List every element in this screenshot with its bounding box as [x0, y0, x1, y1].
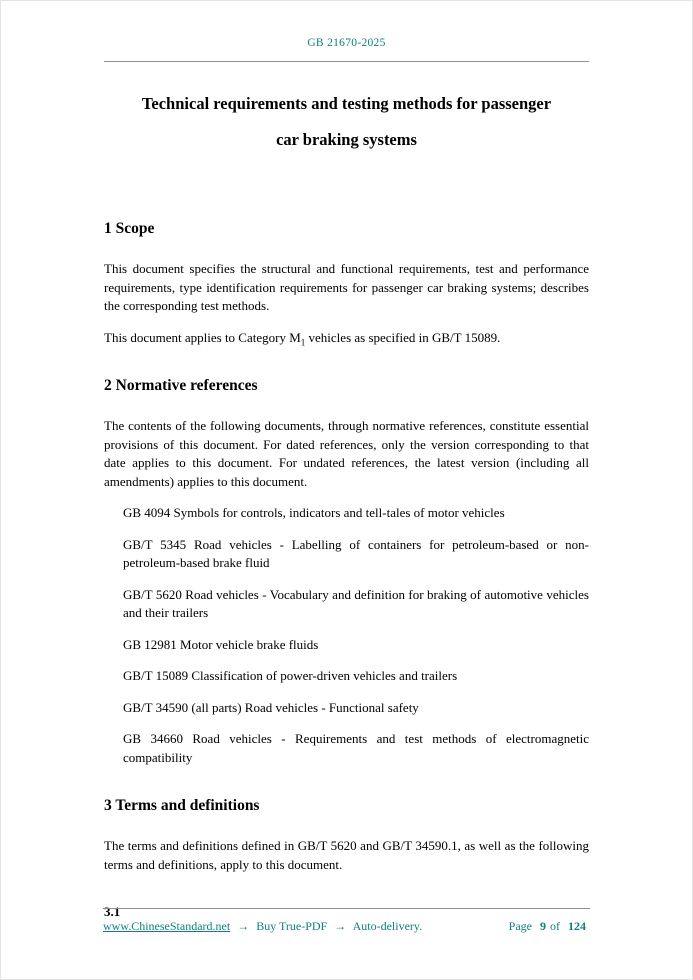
reference-item: GB/T 15089 Classification of power-driven vehicles and trailers [123, 668, 458, 683]
title-line-2: car braking systems [276, 130, 417, 149]
chinesestandard-link[interactable]: www.ChineseStandard.net [103, 919, 231, 933]
page-indicator [509, 919, 590, 934]
scope-paragraph-2 [104, 329, 589, 348]
scope-paragraph-2-post: vehicles as specified in GB/T 15089. [305, 329, 501, 345]
buy-true-pdf-label: Buy True-PDF [256, 919, 328, 933]
reference-item: GB 34660 Road vehicles - Requirements and test methods of electromagnetic compatibility [123, 731, 589, 765]
page-header [104, 37, 589, 62]
document-code: GB 21670-2025 [307, 37, 386, 49]
terms-intro: The terms and definitions defined in GB/T 5620 and GB/T 34590.1, as well as the following terms and definitions, apply to this document. [104, 838, 589, 872]
of-label: of [550, 919, 560, 933]
scope-paragraph-2-pre: This document applies to Category M [104, 329, 301, 345]
current-page-number: 9 [540, 919, 546, 933]
reference-item: GB/T 34590 (all parts) Road vehicles - Functional safety [123, 699, 419, 715]
reference-item: GB 12981 Motor vehicle brake fluids [123, 636, 319, 652]
title-line-1: Technical requirements and testing methods for passenger [141, 94, 552, 113]
header-divider [104, 61, 589, 62]
document-title [104, 86, 589, 158]
references-intro: The contents of the following documents, through normative references, constitute essential provisions of this document. For dated references, only the version corresponding to that date applies to this document. For undated references, the latest version (including all amendments) applies to this document. [104, 418, 589, 489]
auto-delivery-label: Auto-delivery. [352, 919, 423, 933]
reference-item: GB/T 5620 Road vehicles - Vocabulary and definition for braking of automotive vehicles and their trailers [123, 586, 589, 620]
section-heading-terms-definitions: 3 Terms and definitions [104, 797, 260, 814]
total-pages-number: 124 [568, 919, 586, 933]
category-m1-subscript: 1 [300, 337, 306, 348]
page-footer [103, 908, 590, 979]
arrow-right-icon: → [237, 919, 250, 933]
section-heading-normative-references: 2 Normative references [104, 377, 258, 394]
footer-branding [103, 919, 426, 934]
term-number-3-1: 3.1 [104, 904, 121, 919]
page-label: Page [508, 919, 532, 933]
arrow-right-icon: → [334, 919, 347, 933]
scope-paragraph-1: This document specifies the structural and functional requirements, test and performance requirements, type identification requirements for passenger car braking systems; describes the corresponding test methods. [104, 261, 589, 313]
reference-item: GB/T 5345 Road vehicles - Labelling of containers for petroleum-based or non-petroleum-based brake fluid [123, 536, 589, 570]
section-heading-scope: 1 Scope [104, 220, 155, 237]
reference-item: GB 4094 Symbols for controls, indicators and tell-tales of motor vehicles [123, 505, 505, 520]
